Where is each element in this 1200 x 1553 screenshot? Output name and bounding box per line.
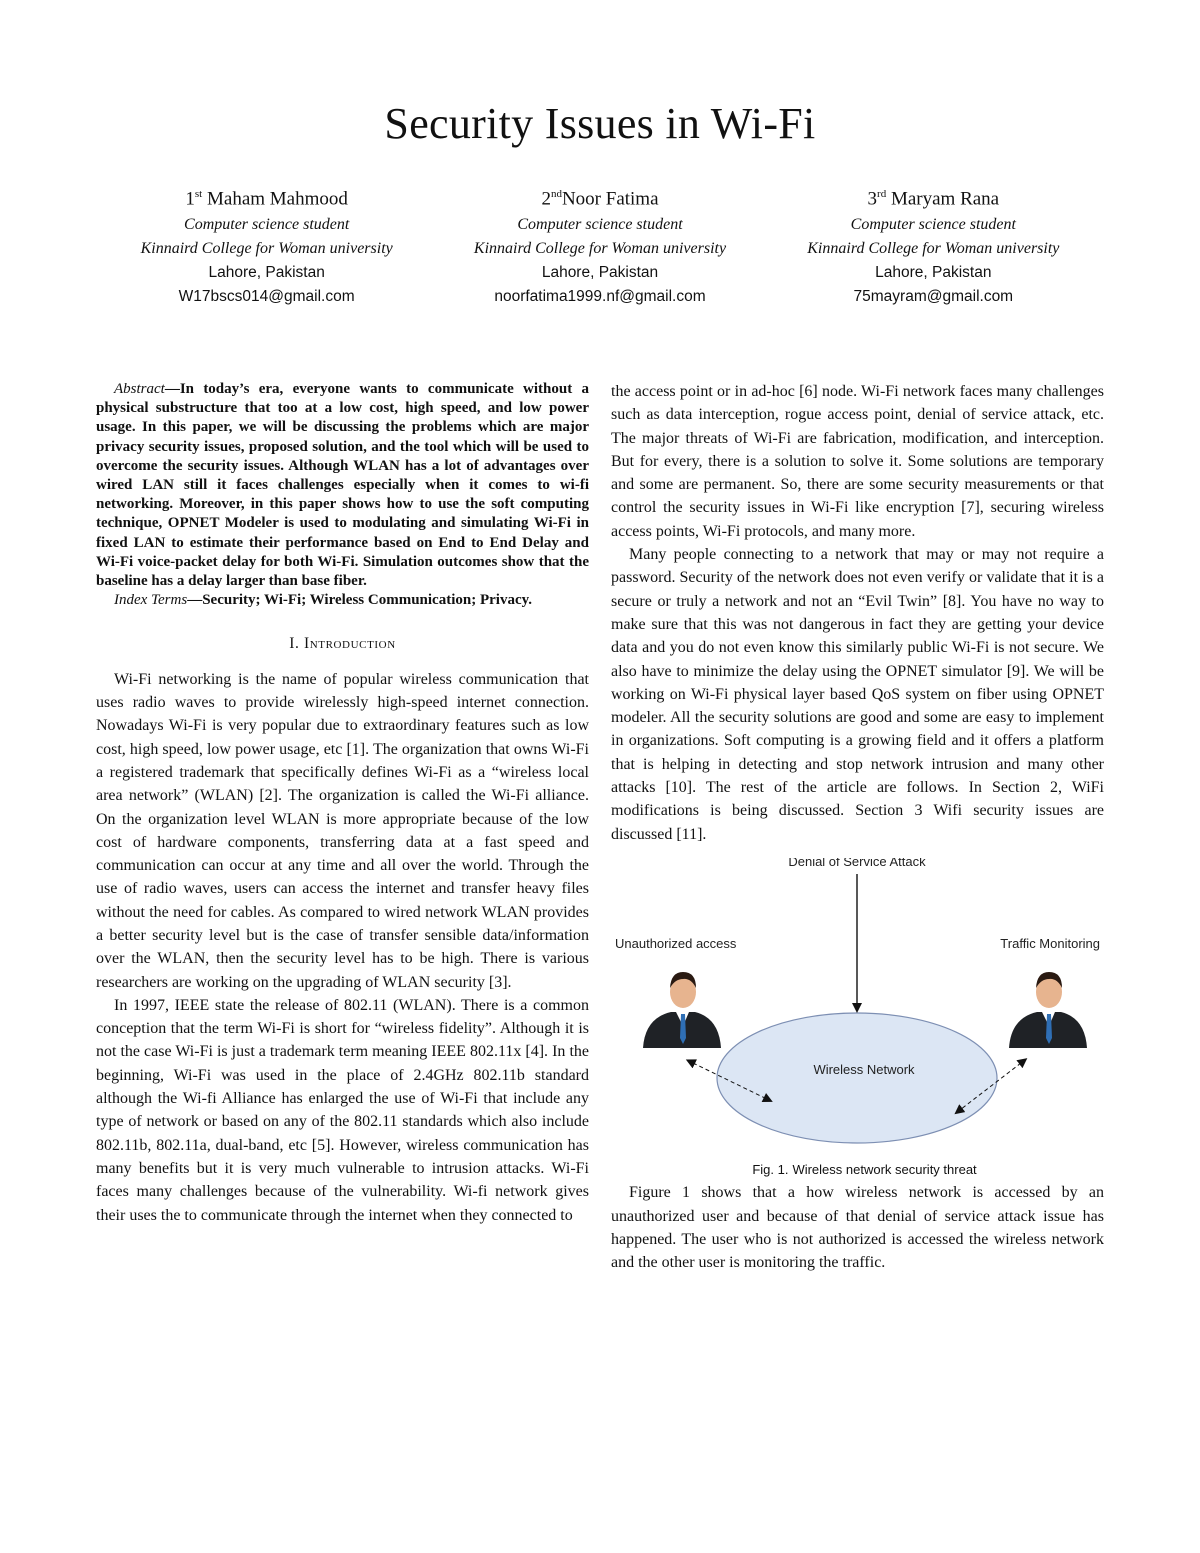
author-block	[100, 180, 1100, 309]
author-institution: Kinnaird College for Woman university	[140, 240, 393, 258]
intro-paragraph-1: Wi-Fi networking is the name of popular wireless communication that uses radio waves to provide wirelessly high-speed internet connection. Nowadays Wi-Fi is very popular due to extraordinary features such as low cost, high speed, low power usage, etc [1]. The organization that owns Wi-Fi a registered trademark that specifically defines Wi-Fi as a “wireless local area network” (WLAN) [2]. The organization is called the Wi-Fi alliance. On the organization level WLAN is more appropriate because of the low cost of hardware components, transferring data at a fast speed and communication can occur at any time and all over the world. Through the use of radio waves, users can access the internet and transfer heavy files without the need for cables. As compared to wired network WLAN provides a better security level but is the case of transfer sensible data/information over the WLAN, then the security level has to be high. There is various researchers are working on the upgrading of WLAN security [3].	[96, 670, 589, 991]
wireless-network-ellipse	[717, 1013, 997, 1143]
author-email: 75mayram@gmail.com	[853, 288, 1014, 306]
author-ordinal-suffix: nd	[550, 188, 562, 200]
author-name-text: Noor Fatima	[561, 188, 659, 210]
left-column	[96, 380, 589, 1227]
section-heading-introduction: I. Introduction	[289, 635, 396, 653]
author-ordinal: 2	[541, 188, 551, 210]
right-column	[611, 380, 1104, 1274]
paper-title: Security Issues in Wi-Fi	[384, 99, 816, 148]
author-1	[100, 180, 433, 309]
author-name	[433, 180, 766, 213]
author-name	[767, 180, 1100, 213]
author-ordinal: 3	[867, 188, 878, 210]
figure-1	[611, 858, 1104, 1158]
right-paragraph-3: Figure 1 shows that a how wireless network is accessed by an unauthorized user and because of that denial of service attack issue has happened. The user who is not authorized is accessed the wireless network and the other user is monitoring the traffic.	[611, 1184, 1104, 1272]
index-terms	[96, 591, 589, 610]
author-location: Lahore, Pakistan	[208, 264, 325, 282]
figure-caption-text: Wireless network security threat	[792, 1161, 977, 1177]
figure-caption-label: Fig. 1.	[752, 1161, 789, 1177]
author-ordinal: 1	[185, 188, 195, 210]
author-institution: Kinnaird College for Woman university	[473, 240, 727, 258]
person-left-icon	[643, 972, 721, 1048]
author-role: Computer science student	[184, 216, 350, 234]
author-institution: Kinnaird College for Woman university	[807, 240, 1060, 258]
abstract-label: Abstract	[114, 381, 165, 397]
author-ordinal-suffix: rd	[877, 188, 887, 200]
abstract	[96, 380, 589, 591]
author-name-text: Maham Mahmood	[202, 188, 348, 210]
author-ordinal-suffix: st	[194, 188, 203, 200]
figure-diagram	[611, 858, 1104, 1158]
right-paragraph-1: the access point or in ad-hoc [6] node. Wi-Fi network faces many challenges such as data interception, rogue access point, denial of service attack, etc. The major threats of Wi-Fi are fabrication, modification, and interception. But for every, there is a solution to solve it. Some solutions are temporary and some are permanent. So, there are some security measurements or that control the security issues in Wi-Fi like encryption [7], securing wireless access points, Wi-Fi protocols, and many more.	[611, 383, 1104, 540]
author-role: Computer science student	[850, 216, 1016, 234]
author-3	[767, 180, 1100, 309]
index-terms-label: Index Terms	[114, 592, 188, 609]
author-name	[100, 180, 433, 213]
author-location: Lahore, Pakistan	[541, 264, 659, 282]
figure-label-unauthorized: Unauthorized access	[615, 935, 737, 951]
right-paragraph-2: Many people connecting to a network that may or may not require a password. Security of the network does not even verify or validate that it is a secure or truly a network and not an “Evil Twin” [8]. You have no way to make sure that this was not dangerous in fact they are getting your device data and you do not even know this similarly public Wi-Fi is not secure. We also have to minimize the delay using the OPNET simulator [9]. We will be working on Wi-Fi physical layer based QoS system on fiber using OPNET modeler. All the security solutions are good and some are easy to implement in organizations. Soft computing is a growing field and it offers a platform that is helping in detecting and stop network intrusion and many other attacks [10]. The rest of the article are follows. In Section 2, WiFi modifications is being discussed. Section 3 Wifi security issues are discussed [11].	[611, 546, 1104, 843]
abstract-text: —In today’s era, everyone wants to communicate without a physical substructure that too at a low cost, high speed, and low power usage. In this paper, we will be discussing the problems which are major privacy security issues, proposed solution, and the tool which will be used to overcome the security issues. Although WLAN has a lot of advantages over wired LAN still it faces challenges especially when it comes to wi-fi networking. Moreover, in this paper shows how to use the soft computing technique, OPNET Modeler is used to modulating and simulating Wi-Fi in fixed LAN to estimate their performance based on End to End Delay and Wi-Fi voice-packet delay for both Wi-Fi. Simulation outcomes show that the baseline has a delay larger than base fiber.	[96, 381, 589, 590]
person-right-icon	[1009, 972, 1087, 1048]
author-2	[433, 180, 766, 309]
index-terms-text: —Security; Wi-Fi; Wireless Communication; Privacy.	[187, 592, 533, 609]
figure-label-traffic: Traffic Monitoring	[1000, 935, 1100, 951]
author-name-text: Maryam Rana	[886, 188, 1000, 210]
figure-caption	[611, 1158, 1104, 1181]
author-email: noorfatima1999.nf@gmail.com	[494, 288, 706, 306]
figure-label-dos: Denial of Service Attack	[788, 857, 926, 869]
author-role: Computer science student	[517, 216, 683, 234]
figure-label-network: Wireless Network	[813, 1061, 915, 1077]
author-email: W17bscs014@gmail.com	[178, 288, 355, 306]
author-location: Lahore, Pakistan	[875, 264, 992, 282]
intro-paragraph-2: In 1997, IEEE state the release of 802.11 (WLAN). There is a common conception that the term Wi-Fi is short for “wireless fidelity”. Although it is not the case Wi-Fi is just a trademark term meaning IEEE 802.11x [4]. In the beginning, Wi-Fi was used in the place of 2.4GHz 802.11b standard although the Wi-fi Alliance has enlarged the use of Wi-Fi that include any type of network or based on any of the 802.11 standards which also include 802.11b, 802.11a, dual-band, etc [5]. However, wireless communication has many benefits but it is very much vulnerable to intrusion attacks. Wi-Fi faces many challenges because of the vulnerability. Wi-fi network gives their uses the to communicate through the internet when they connected to	[96, 996, 589, 1224]
